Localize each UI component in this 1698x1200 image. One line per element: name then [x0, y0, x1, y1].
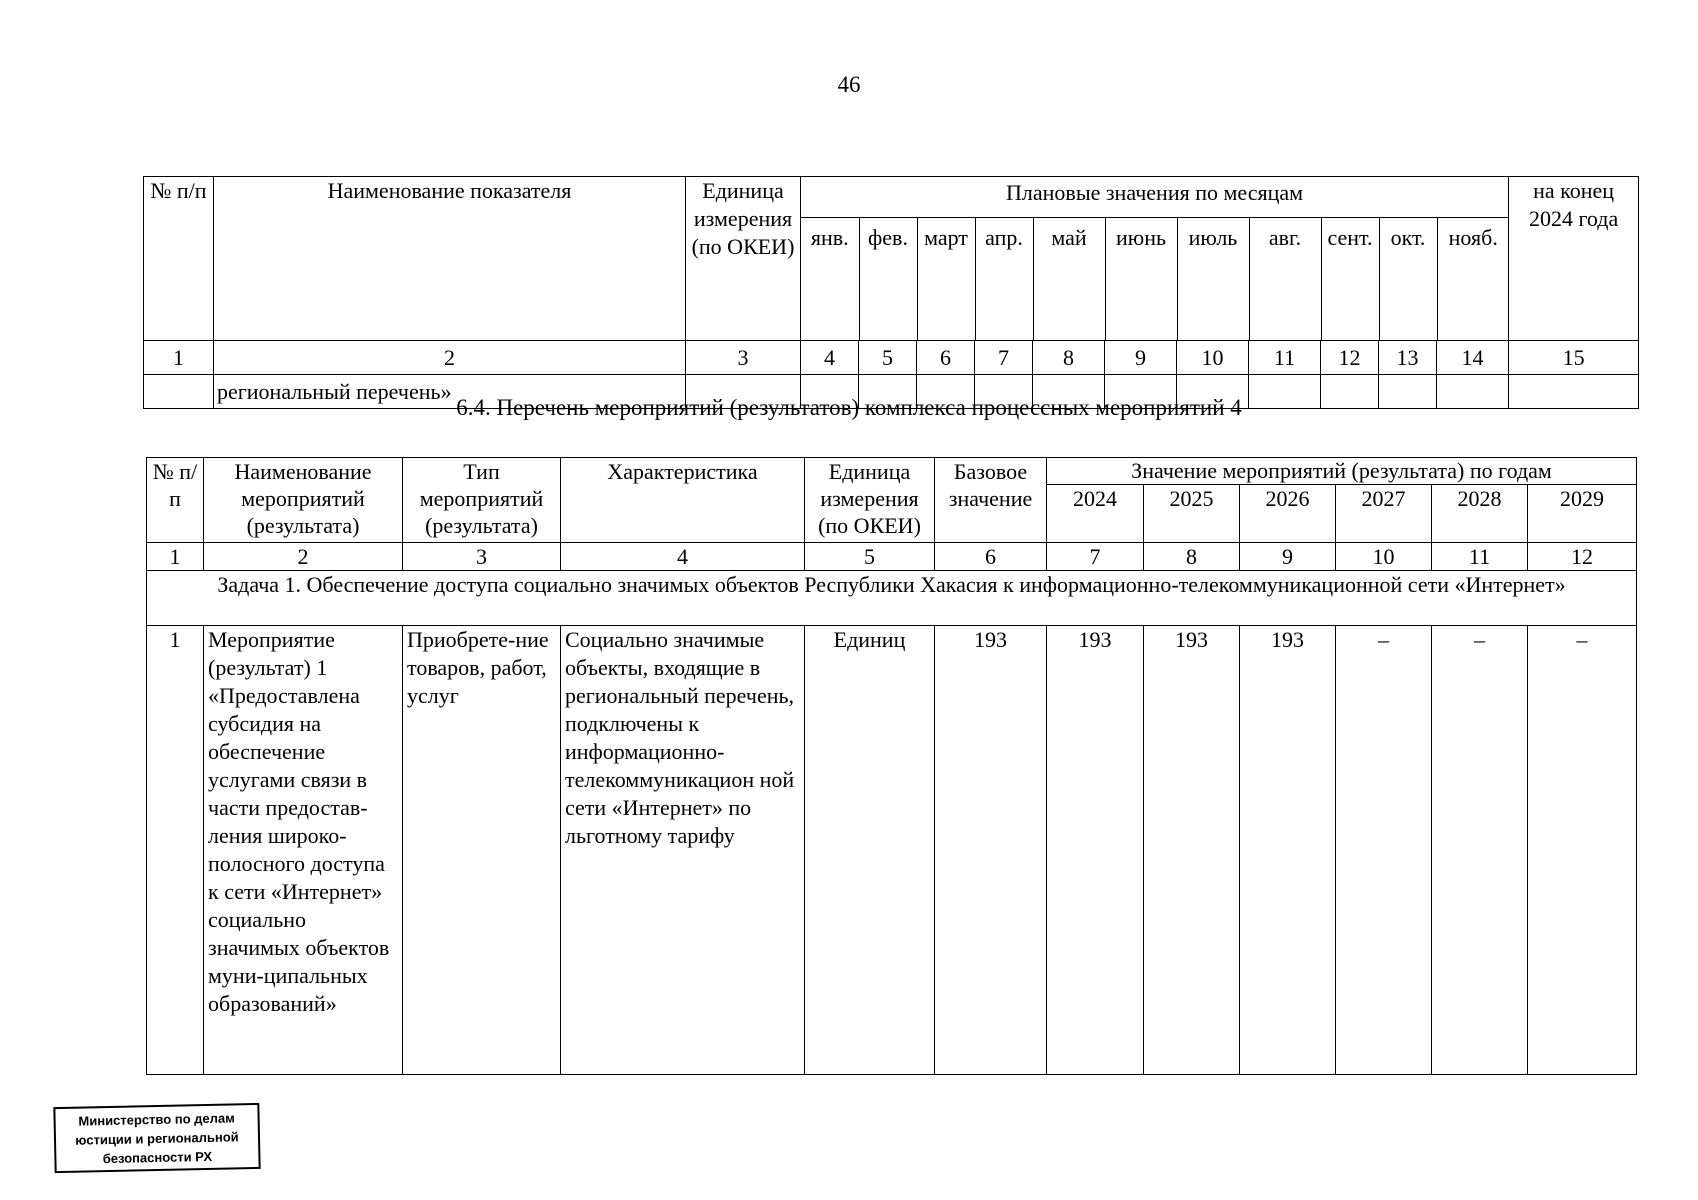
year-header: 2029: [1528, 485, 1637, 543]
column-index: 2: [204, 543, 403, 571]
column-index: 10: [1177, 341, 1249, 375]
column-index: 2: [214, 341, 686, 375]
year-header: 2024: [1047, 485, 1144, 543]
month-header: фев.: [859, 218, 917, 341]
month-header: нояб.: [1437, 218, 1509, 341]
month-header: янв.: [801, 218, 859, 341]
column-index: 11: [1249, 341, 1321, 375]
column-index: 5: [805, 543, 935, 571]
table1-index-row: [144, 341, 1639, 375]
year-header: 2028: [1432, 485, 1528, 543]
header-num: № п/п: [147, 458, 204, 543]
activity-type: Приобрете-ние товаров, работ, услуг: [403, 626, 561, 1075]
month-header: июнь: [1105, 218, 1177, 341]
header-months-title: Плановые значения по месяцам: [1006, 180, 1304, 205]
column-index: 6: [935, 543, 1047, 571]
column-index: 1: [144, 341, 214, 375]
column-index: 12: [1528, 543, 1637, 571]
activity-value-2027: –: [1336, 626, 1432, 1075]
month-header: май: [1033, 218, 1105, 341]
column-index: 13: [1379, 341, 1437, 375]
month-header: авг.: [1249, 218, 1321, 341]
column-index: 3: [686, 341, 801, 375]
activity-value-2029: –: [1528, 626, 1637, 1075]
column-index: 5: [859, 341, 917, 375]
year-header: 2027: [1336, 485, 1432, 543]
task-heading: Задача 1. Обеспечение доступа социально значимых объектов Республики Хакасия к информационно-телекоммуникационной сети «Интернет»: [147, 571, 1637, 626]
month-header: сент.: [1321, 218, 1379, 341]
column-index: 4: [561, 543, 805, 571]
activity-value-2028: –: [1432, 626, 1528, 1075]
year-header: 2026: [1240, 485, 1336, 543]
ministry-stamp: [53, 1103, 260, 1173]
activity-value-2025: 193: [1144, 626, 1240, 1075]
column-index: 1: [147, 543, 204, 571]
header-base-value: Базовое значение: [935, 458, 1047, 543]
activity-unit: Единиц: [805, 626, 935, 1075]
column-index: 10: [1336, 543, 1432, 571]
header-unit: Единица измерения (по ОКЕИ): [805, 458, 935, 543]
stamp-line: Министерство по делам: [78, 1110, 235, 1129]
activity-base-value: 193: [935, 626, 1047, 1075]
header-activity-name: Наименование мероприятий (результата): [204, 458, 403, 543]
activity-name: Мероприятие (результат) 1 «Предоставлена субсидия на обеспечение услугами связи в части предостав-ления широко-полосного доступа к сети «Интернет» социально значимых объектов муни-ципальных образований»: [204, 626, 403, 1075]
page-number: 46: [837, 72, 861, 97]
activity-row: [147, 626, 1637, 1075]
header-num: № п/п: [144, 177, 214, 341]
activities-table: [146, 457, 1637, 1075]
header-years-title: Значение мероприятий (результата) по годам: [1047, 458, 1637, 485]
header-months-group: [801, 177, 1509, 341]
header-characteristic: Характеристика: [561, 458, 805, 543]
header-unit: Единица измерения (по ОКЕИ): [686, 177, 801, 341]
stamp-line: юстиции и региональной: [75, 1129, 239, 1148]
column-index: 7: [1047, 543, 1144, 571]
month-header: март: [917, 218, 975, 341]
column-index: 8: [1033, 341, 1105, 375]
table2-header-row: [147, 458, 1637, 485]
header-activity-type: Тип мероприятий (результата): [403, 458, 561, 543]
column-index: 11: [1432, 543, 1528, 571]
months-subheader: [801, 217, 1509, 340]
year-header: 2025: [1144, 485, 1240, 543]
column-index: 9: [1105, 341, 1177, 375]
header-year-end: на конец 2024 года: [1509, 177, 1639, 341]
column-index: 14: [1437, 341, 1509, 375]
activity-num: 1: [147, 626, 204, 1075]
column-index: 7: [975, 341, 1033, 375]
table1-header-row: [144, 177, 1639, 341]
column-index: 4: [801, 341, 859, 375]
column-index: 9: [1240, 543, 1336, 571]
month-header: июль: [1177, 218, 1249, 341]
column-index: 8: [1144, 543, 1240, 571]
activity-value-2026: 193: [1240, 626, 1336, 1075]
table2-index-row: [147, 543, 1637, 571]
stamp-line: безопасности РХ: [102, 1148, 213, 1167]
month-header: апр.: [975, 218, 1033, 341]
column-index: 6: [917, 341, 975, 375]
month-header: окт.: [1379, 218, 1437, 341]
activity-characteristic: Социально значимые объекты, входящие в региональный перечень, подключены к информационно-телекоммуникацион ной сети «Интернет» по льготному тарифу: [561, 626, 805, 1075]
column-index: 12: [1321, 341, 1379, 375]
task-row: [147, 571, 1637, 626]
header-indicator-name: Наименование показателя: [214, 177, 686, 341]
indicator-name-cell: региональный перечень»: [214, 375, 686, 409]
column-index: 15: [1509, 341, 1639, 375]
activity-value-2024: 193: [1047, 626, 1144, 1075]
section-heading: 6.4. Перечень мероприятий (результатов) комплекса процессных мероприятий 4: [456, 395, 1242, 420]
indicator-monthly-table: [143, 176, 1639, 409]
column-index: 3: [403, 543, 561, 571]
